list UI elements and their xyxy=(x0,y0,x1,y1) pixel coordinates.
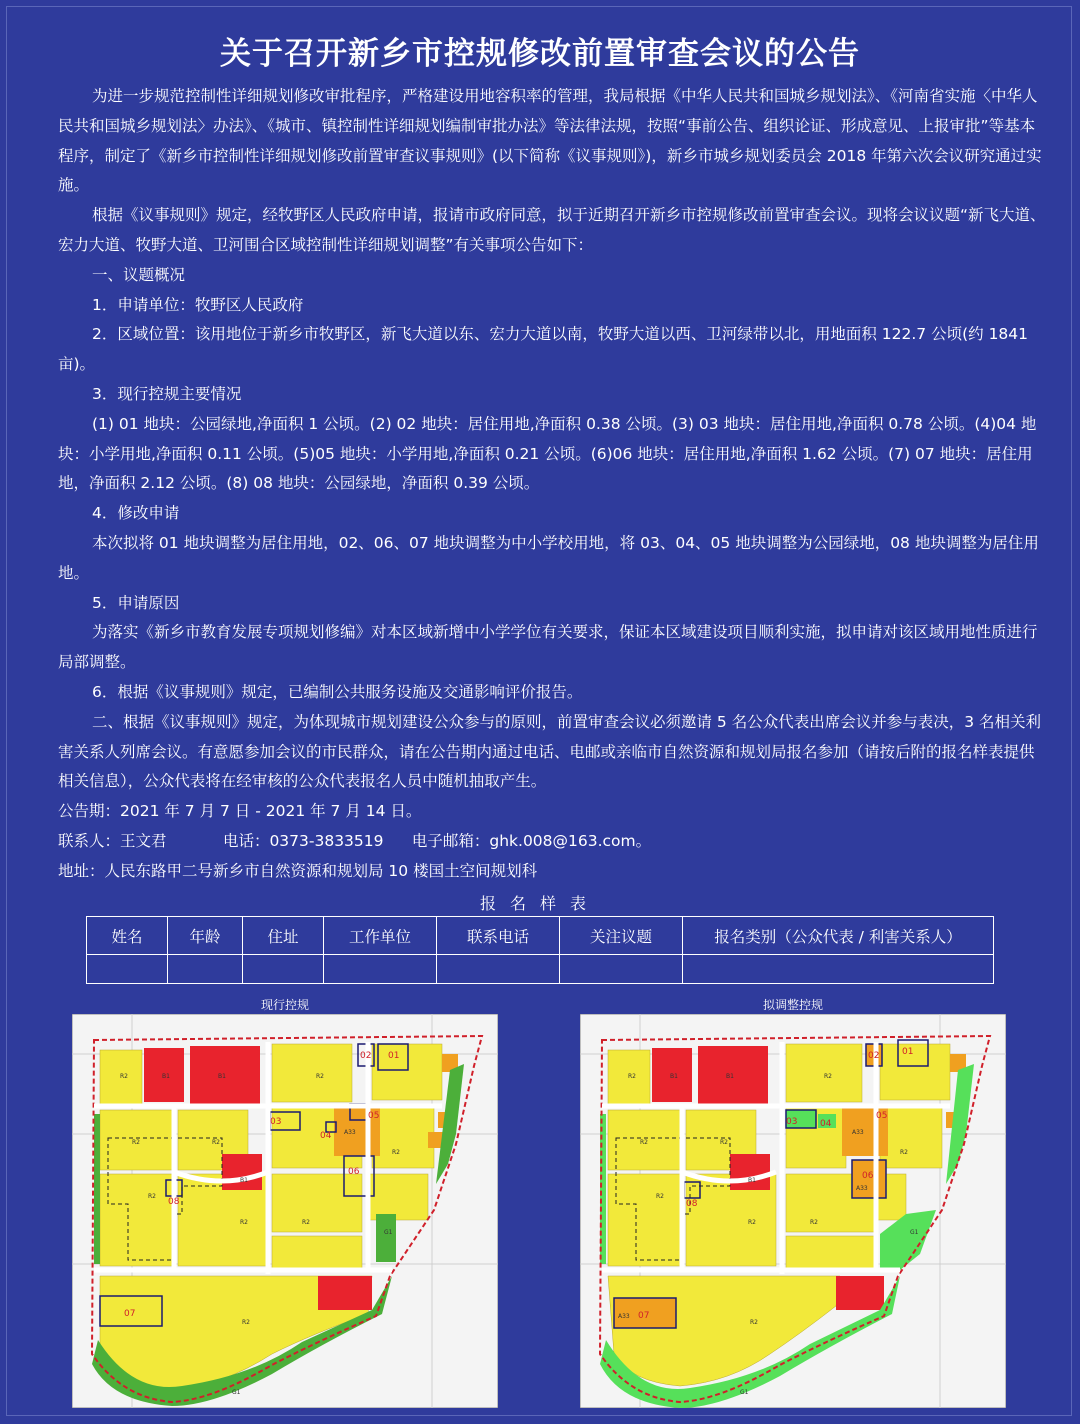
proposed-plan-drawing xyxy=(580,1014,1006,1408)
plot-01-label: 01 xyxy=(388,1051,400,1061)
plot-02-label-proposed: 02 xyxy=(868,1051,880,1061)
section-1-heading: 一、议题概况 xyxy=(92,265,186,284)
svg-text:R2: R2 xyxy=(148,1193,156,1200)
form-header-age: 年龄 xyxy=(168,917,243,955)
svg-text:G1: G1 xyxy=(910,1229,919,1236)
form-cell[interactable] xyxy=(87,955,168,984)
svg-text:R2: R2 xyxy=(748,1219,756,1226)
current-plan-map xyxy=(72,996,498,1408)
form-blank-row xyxy=(87,955,994,984)
plot-08-label: 08 xyxy=(168,1197,180,1207)
section-2: 二、根据《议事规则》规定，为体现城市规划建设公众参与的原则，前置审查会议必须邀请 5 名公众代表出席会议并参与表决，3 名相关利害关系人列席会议。有意愿参加会议的市民群众，请在公告期内通过电话、电邮或亲临市自然资源和规划局报名参加（请按后附的报名样表提供相关信息），公众代表将在经审核的公众代表报名人员中随机抽取产生。 xyxy=(58,712,1042,791)
notice-period: 公告期：2021 年 7 月 7 日 - 2021 年 7 月 14 日。 xyxy=(58,802,422,821)
svg-text:R2: R2 xyxy=(750,1319,758,1326)
svg-text:R2: R2 xyxy=(316,1073,324,1080)
paragraph-intro: 为进一步规范控制性详细规划修改审批程序，严格建设用地容积率的管理，我局根据《中华人民共和国城乡规划法》、《河南省实施〈中华人民共和国城乡规划法〉办法》、《城市、镇控制性详细规划编制审批办法》等法律法规，按照“事前公告、组织论证、形成意见、上报审批”等基本程序，制定了《新乡市控制性详细规划修改前置审查议事规则》(以下简称《议事规则》)，新乡市城乡规划委员会 2018 年第六次会议研究通过实施。 xyxy=(58,87,1042,195)
svg-text:G1: G1 xyxy=(740,1389,749,1396)
form-cell[interactable] xyxy=(243,955,324,984)
svg-text:R2: R2 xyxy=(824,1073,832,1080)
form-title: 报名样表 xyxy=(479,894,600,913)
contact-email: 电子邮箱：ghk.008@163.com。 xyxy=(411,831,652,850)
svg-text:R2: R2 xyxy=(392,1149,400,1156)
form-header-employer: 工作单位 xyxy=(324,917,437,955)
plot-04-label-proposed: 04 xyxy=(820,1119,832,1129)
plot-06-label: 06 xyxy=(348,1167,360,1177)
form-cell[interactable] xyxy=(683,955,994,984)
plot-08-label-proposed: 08 xyxy=(686,1199,698,1209)
reason-heading: 5．申请原因 xyxy=(92,593,180,612)
svg-text:R2: R2 xyxy=(212,1139,220,1146)
contact-person: 联系人：王文君 xyxy=(58,831,167,850)
svg-text:R2: R2 xyxy=(242,1319,250,1326)
proposed-plan-caption: 拟调整控规 xyxy=(762,998,823,1012)
svg-text:A33: A33 xyxy=(856,1185,868,1192)
contact-line xyxy=(58,827,1048,857)
svg-text:A33: A33 xyxy=(344,1129,356,1136)
form-header-topic: 关注议题 xyxy=(560,917,683,955)
svg-text:R2: R2 xyxy=(656,1193,664,1200)
announcement-body xyxy=(58,82,1048,887)
report-note: 6．根据《议事规则》规定，已编制公共服务设施及交通影响评价报告。 xyxy=(92,682,583,701)
form-cell[interactable] xyxy=(437,955,560,984)
plot-02-label: 02 xyxy=(360,1051,372,1061)
svg-text:B1: B1 xyxy=(218,1073,226,1080)
svg-text:R2: R2 xyxy=(810,1219,818,1226)
svg-text:R2: R2 xyxy=(120,1073,128,1080)
plot-07-label: 07 xyxy=(124,1309,136,1319)
modification-heading: 4．修改申请 xyxy=(92,504,180,523)
svg-text:A33: A33 xyxy=(618,1313,630,1320)
plot-05-label-proposed: 05 xyxy=(876,1111,888,1121)
svg-text:R2: R2 xyxy=(640,1139,648,1146)
svg-text:G1: G1 xyxy=(232,1389,241,1396)
current-plan-drawing xyxy=(72,1014,498,1408)
form-cell[interactable] xyxy=(560,955,683,984)
address: 地址：人民东路甲二号新乡市自然资源和规划局 10 楼国土空间规划科 xyxy=(58,861,538,880)
current-plan-heading: 3．现行控规主要情况 xyxy=(92,384,242,403)
svg-text:B1: B1 xyxy=(240,1177,248,1184)
svg-text:B1: B1 xyxy=(748,1177,756,1184)
form-cell[interactable] xyxy=(324,955,437,984)
svg-text:R2: R2 xyxy=(302,1219,310,1226)
applicant: 1．申请单位：牧野区人民政府 xyxy=(92,295,304,314)
location: 2．区域位置：该用地位于新乡市牧野区，新飞大道以东、宏力大道以南，牧野大道以西、卫河绿带以北，用地面积 122.7 公顷(约 1841 亩)。 xyxy=(58,325,1029,374)
plot-05-label: 05 xyxy=(368,1111,380,1121)
plot-03-label: 03 xyxy=(270,1117,282,1127)
form-cell[interactable] xyxy=(168,955,243,984)
form-header-phone: 联系电话 xyxy=(437,917,560,955)
plot-04-label: 04 xyxy=(320,1131,332,1141)
plot-06-label-proposed: 06 xyxy=(862,1171,874,1181)
form-header-address: 住址 xyxy=(243,917,324,955)
form-header-category: 报名类别（公众代表 / 利害关系人） xyxy=(683,917,994,955)
plot-07-label-proposed: 07 xyxy=(638,1311,650,1321)
modification-text: 本次拟将 01 地块调整为居住用地，02、06、07 地块调整为中小学校用地，将 03、04、05 地块调整为公园绿地，08 地块调整为居住用地。 xyxy=(58,533,1039,582)
contact-phone: 电话：0373-3833519 xyxy=(222,831,384,850)
paragraph-topic: 根据《议事规则》规定，经牧野区人民政府申请，报请市政府同意，拟于近期召开新乡市控规修改前置审查会议。现将会议议题“新飞大道、宏力大道、牧野大道、卫河围合区域控制性详细规划调整”有关事项公告如下： xyxy=(58,206,1046,254)
current-plan-text: (1) 01 地块：公园绿地,净面积 1 公顷。(2) 02 地块：居住用地,净面积 0.38 公顷。(3) 03 地块：居住用地,净面积 0.78 公顷。(4)04 地块：小学用地,净面积 0.11 公顷。(5)05 地块：小学用地,净面积 0.21 公顷。(6)06 地块：居住用地,净面积 1.62 公顷。(7) 07 地块：居住用地，净面积 2.12 公顷。(8) 08 地块：公园绿地，净面积 0.39 公顷。 xyxy=(58,414,1037,493)
svg-text:R2: R2 xyxy=(900,1149,908,1156)
svg-text:R2: R2 xyxy=(628,1073,636,1080)
svg-text:B1: B1 xyxy=(162,1073,170,1080)
current-plan-caption: 现行控规 xyxy=(260,998,309,1012)
svg-text:G1: G1 xyxy=(384,1229,393,1236)
reason-text: 为落实《新乡市教育发展专项规划修编》对本区域新增中小学学位有关要求，保证本区域建设项目顺利实施，拟申请对该区域用地性质进行局部调整。 xyxy=(58,623,1038,672)
svg-text:R2: R2 xyxy=(240,1219,248,1226)
plot-03-label-proposed: 03 xyxy=(786,1117,798,1127)
svg-text:A33: A33 xyxy=(852,1129,864,1136)
proposed-plan-map xyxy=(580,996,1006,1408)
form-header-row xyxy=(87,917,994,955)
page-title: 关于召开新乡市控规修改前置审查会议的公告 xyxy=(220,36,860,72)
svg-text:R2: R2 xyxy=(720,1139,728,1146)
svg-text:B1: B1 xyxy=(726,1073,734,1080)
plot-01-label-proposed: 01 xyxy=(902,1047,914,1057)
registration-form-table xyxy=(86,916,994,984)
svg-text:B1: B1 xyxy=(670,1073,678,1080)
form-header-name: 姓名 xyxy=(87,917,168,955)
svg-text:R2: R2 xyxy=(132,1139,140,1146)
